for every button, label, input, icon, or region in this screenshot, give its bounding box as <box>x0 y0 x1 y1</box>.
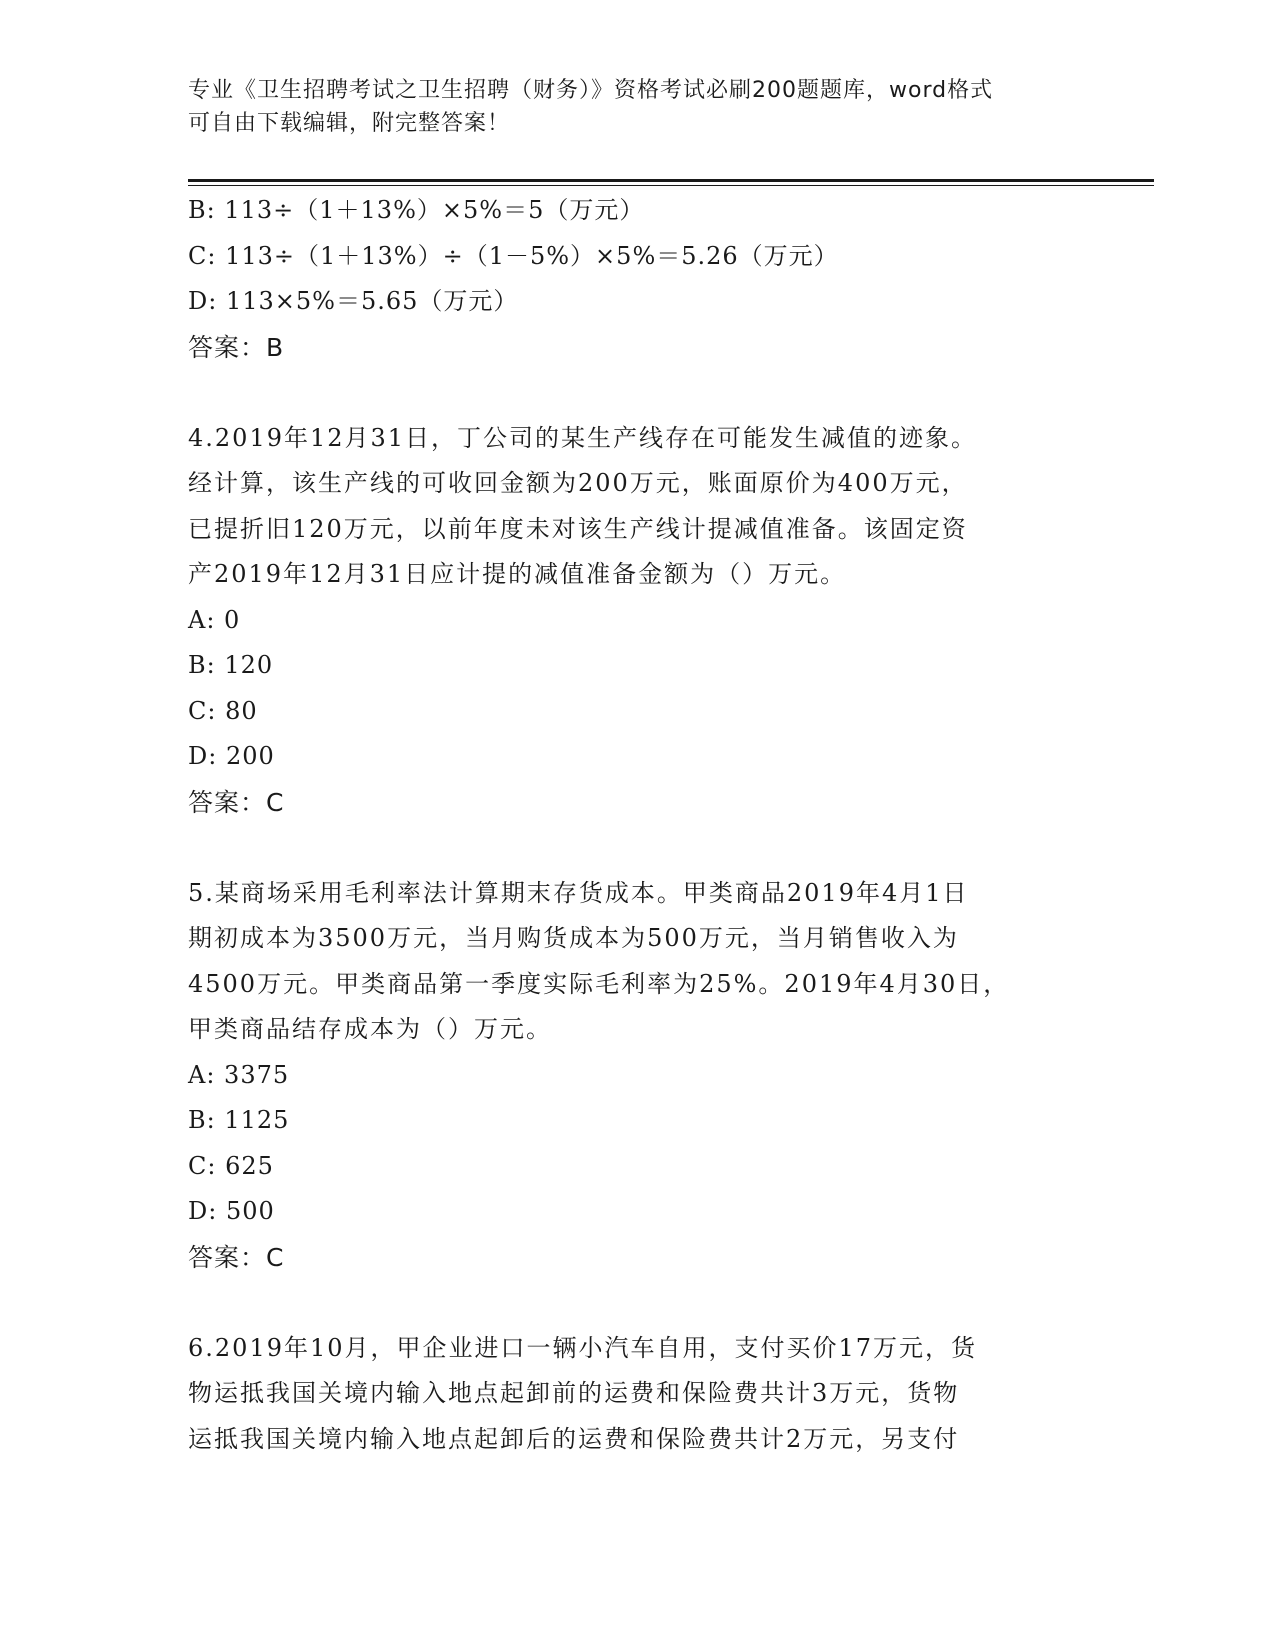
question-3 <box>188 188 1088 370</box>
question-4 <box>188 416 1088 826</box>
question-list <box>188 188 1088 1462</box>
option-c: C: 625 <box>188 1151 274 1180</box>
spacer <box>188 370 1088 416</box>
question-stem <box>188 416 1088 598</box>
option-c: C: 113÷（1＋13%）÷（1－5%）×5%＝5.26（万元） <box>188 241 839 270</box>
option-d: D: 113×5%＝5.65（万元） <box>188 287 519 315</box>
header-rule-thick <box>188 179 1154 182</box>
stem-line: 6.2019年10月，甲企业进口一辆小汽车自用，支付买价17万元，货 <box>188 1333 978 1362</box>
stem-line: 产2019年12月31日应计提的减值准备金额为（）万元。 <box>188 560 847 588</box>
stem-line: 4.2019年12月31日，丁公司的某生产线存在可能发生减值的迹象。 <box>188 423 978 452</box>
answer: 答案：C <box>188 1242 285 1272</box>
stem-line: 期初成本为3500万元，当月购货成本为500万元，当月销售收入为 <box>188 924 959 952</box>
option-b: B: 113÷（1＋13%）×5%＝5（万元） <box>188 196 645 224</box>
option-d: D: 500 <box>188 1197 275 1225</box>
stem-line: 4500万元。甲类商品第一季度实际毛利率为25%。2019年4月30日， <box>188 969 1010 998</box>
question-stem <box>188 1326 1088 1463</box>
header-rule-thin <box>188 185 1154 186</box>
answer: 答案：B <box>188 332 285 362</box>
option-c: C: 80 <box>188 696 258 725</box>
option-d: D: 200 <box>188 742 275 770</box>
question-5 <box>188 871 1088 1281</box>
option-b: B: 1125 <box>188 1106 290 1134</box>
header-title-line-1: 专业《卫生招聘考试之卫生招聘（财务）》资格考试必刷200题题库，word格式 <box>188 78 994 103</box>
header-title-line-2: 可自由下载编辑，附完整答案！ <box>188 111 511 136</box>
spacer <box>188 825 1088 871</box>
question-stem <box>188 871 1088 1053</box>
stem-line: 已提折旧120万元，以前年度未对该生产线计提减值准备。该固定资 <box>188 514 968 543</box>
answer: 答案：C <box>188 787 285 817</box>
stem-line: 5.某商场采用毛利率法计算期末存货成本。甲类商品2019年4月1日 <box>188 878 969 907</box>
stem-line: 运抵我国关境内输入地点起卸后的运费和保险费共计2万元，另支付 <box>188 1424 960 1453</box>
stem-line: 经计算，该生产线的可收回金额为200万元，账面原价为400万元， <box>188 469 968 497</box>
spacer <box>188 1280 1088 1326</box>
option-a: A: 0 <box>188 605 241 634</box>
stem-line: 物运抵我国关境内输入地点起卸前的运费和保险费共计3万元，货物 <box>188 1379 960 1407</box>
option-b: B: 120 <box>188 651 274 679</box>
stem-line: 甲类商品结存成本为（）万元。 <box>188 1015 552 1043</box>
document-header <box>188 74 1068 140</box>
option-a: A: 3375 <box>188 1060 290 1089</box>
question-6 <box>188 1326 1088 1463</box>
